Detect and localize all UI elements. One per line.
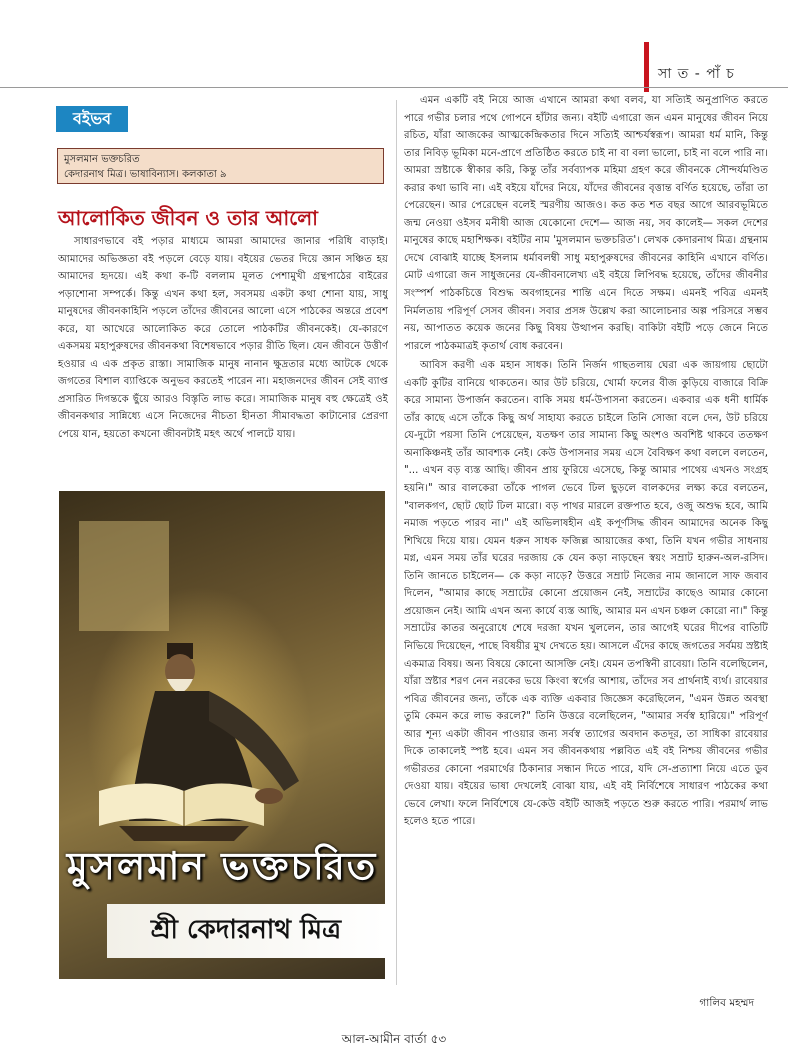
book-info-details: কেদারনাথ মিত্র। ভাষাবিন্যাস। কলকাতা ৯ — [64, 169, 227, 180]
article-title: আলোকিত জীবন ও তার আলো — [58, 206, 318, 230]
category-label: বইভব — [56, 106, 128, 132]
column-divider — [396, 100, 397, 985]
cover-author: শ্রী কেদারনাথ মিত্র — [150, 915, 342, 945]
article-paragraph: আবিস করণী এক মহান সাধক। তিনি নির্জন গাছতলায় ঘেরা এক জায়গায় ছোটো একটি কুটির বানিয়ে থাকতেন। আর উট চরিয়ে, খোর্মা ফলের বীজ কুড়িয়ে বাজারে বিক্রি করে সামান্য উপার্জন করতেন। বাকি সময় ধর্ম-উপাসনা করতেন। একবার এক ধনী ধার্মিক তাঁর কাছে এসে তাঁকে কিছু অর্থ সাহায্য করতে চাইলে তিনি সোজা বলে দেন, উট চরিয়ে যে-দুটো পয়সা তিনি পেয়েছেন, যতক্ষণ তার সামান্য কিছু অংশও অবশিষ্ট থাকবে ততক্ষণ অনাকিঞ্চনই তাঁর আবশ্যক নেই। কেউ উপাসনার সময় এসে বৈবিক্ষণ কথা বললে বলতেন, "... এখন বড় ব্যস্ত আছি। জীবন প্রায় ফুরিয়ে এসেছে, কিন্তু আমার পাথেয় এখনও সংগ্রহ হয়নি।" আর বালকেরা তাঁকে পাগল ভেবে ঢিল ছুড়লে বালকদের লক্ষ্য করে বলতেন, "বালকগণ, ছোট ছোট ঢিল মারো। বড় পাথর মারলে রক্তপাত হবে, ওজু অশুদ্ধ হবে, আমি নমাজ পড়তে পারব না।" এই অভিলাষহীন এই কপূর্ণসিদ্ধ জীবন আমাদের অনেক কিছু শিখিয়ে দিয়ে যায়। যেমন ধরুন সাধক ফজিল্ল আয়াজের কথা, তিনি যখন গভীর সাধনায় মগ্ন, এমন সময় তাঁর ঘরের দরজায় কে যেন কড়া নাড়ছেন স্বয়ং সম্রাট হারুন-অল-রসিদ। তিনি জানতে চাইলেন— কে কড়া নাড়ে? উত্তরে সম্রাট নিজের নাম জানালে সাফ জবাব দিলেন, "আমার কাছে সম্রাটের কোনো প্রয়োজন নেই, সম্রাটের কাছেও আমার কোনো প্রয়োজন নেই। আমি এখন অন্য কার্যে ব্যস্ত আছি, আমার মন এখন চঞ্চল কোরো না।" কিন্তু সম্রাটের কাতর অনুরোধে শেষে দরজা যখন খুললেন, তার আগেই ঘরের দীপের বাতিটি নিভিয়ে দিয়েছেন, পাছে বিষয়ীর মুখ দেখতে হয়। আসলে এঁদের কাছে জগতের সর্বময় স্রষ্টাই একমাত্র বিষয়। অন্য বিষয়ে কোনো আসক্তি নেই। যেমন তপস্বিনী রাবেয়া। তিনি বলেছিলেন, যাঁরা স্রষ্টার শরণ নেন নরকের ভয়ে কিংবা স্বর্গের আশায়, তাঁদের সব প্রার্থনাই ব্যর্থ। রাবেয়ার পবিত্র জীবনের জন্য, তাঁকে এক ব্যক্তি একবার জিজ্ঞেস করেছিলেন, "এমন উন্নত অবস্থা তুমি কেমন করে লাভ করলে?" তিনি উত্তরে বলেছিলেন, "আমার সর্বস্ব হারিয়ে।" পরিপূর্ণ আর শূন্য একটা জীবন পাওয়ার জন্য সর্বস্ব ত্যাগের অবদান কতদূর, তা সাধিকা রাবেয়ার দিকে তাকালেই স্পষ্ট হবে। এমন সব জীবনকথায় পল্লবিত এই বই নিশ্চয় জীবনের গভীর গভীরতর কোনো পরমার্থের ঠিকানার সন্ধান দিতে পারে, যদি সে-প্রত্যাশা নিয়ে এতে ডুব দেওয়া যায়। বইয়ের ভাষা দেখলেই বোঝা যায়, এই বই নির্বিশেষে সাধারণ পাঠকের কথা ভেবে লেখা। ফলে নির্বিশেষে যে-কেউ বইটি আজই পড়তে শুরু করতে পারি। পরমার্থ লাভ হলেও হতে পারে। — [404, 360, 768, 828]
article-paragraph: এমন একটি বই নিয়ে আজ এখানে আমরা কথা বলব, যা সত্যিই অনুপ্রাণিত করতে পারে গভীর চলার পথে গোপনে হাঁটার জন্য। বইটি এগারো জন এমন মানুষের জীবন নিয়ে রচিত, যাঁরা আজকের আত্মকেন্দ্রিকতার দিনে সত্যিই আশ্চর্যস্বরূপ। আমরা ধর্ম মানি, কিন্তু তার নিবিড় ভূমিকা মনে-প্রাণে প্রতিষ্ঠিত করতে চাই না বা বলা ভালো, চাই না বলে পারি না। আমরা স্রষ্টাকে স্বীকার করি, কিন্তু তাঁর সর্বব্যাপক মহিমা গ্রহণ করে জীবনকে সৌন্দর্যমণ্ডিত করার কথা ভাবি না। এই বইয়ে যাঁদের নিয়ে, যাঁদের জীবনের বৃত্তান্ত বর্ণিত হয়েছে, তাঁরা তা পেরেছেন। আর পেরেছেন বলেই স্মরণীয় আজও। কত কত শত বছর আগে আরবভূমিতে জন্ম নেওয়া ওইসব মনীষী আজ যেকোনো দেশে— আজ নয়, সব কালেই— সকল দেশের মানুষের কাছে মহাশিক্ষক। বইটির নাম 'মুসলমান ভক্তচরিত'। লেখক কেদারনাথ মিত্র। গ্রন্থনাম দেখে বোঝাই যাচ্ছে ইসলাম ধর্মাবলম্বী সাধু মহাপুরুষদের জীবনের কাহিনি এখানে বর্ণিত। মোট এগারো জন সাধুজনের যে-জীবনালেখ্য এই বইয়ে লিপিবদ্ধ হয়েছে, তাঁদের জীবনীর সংস্পর্শ পাঠকচিত্তে বিশুদ্ধ অবগাহনের শান্তি এনে দিতে সক্ষম। এমনই পবিত্র এমনই নির্মলতায় পরিপূর্ণ সেসব জীবন। সবার প্রসঙ্গ উল্লেখ করা আলোচনার অল্প পরিসরে সম্ভব নয়, আপাতত কয়েক জনের কিছু বিষয় উত্থাপন করছি। বাকিটা বইটি পড়ে জেনে নিতে পারলে পাঠকমাত্রই কৃতার্থ বোধ করবেন। — [404, 95, 768, 352]
cover-author-band — [107, 904, 385, 958]
cover-title: মুসলমান ভক্তচরিত — [66, 844, 378, 888]
book-info-box — [57, 148, 384, 184]
section-label: সা ত - পাঁ চ — [658, 66, 735, 82]
section-marker — [644, 42, 649, 92]
article-paragraph: সাধারণভাবে বই পড়ার মাধ্যমে আমরা আমাদের জানার পরিধি বাড়াই। আমাদের অভিজ্ঞতা বই পড়লে বেড়ে যায়। বইয়ের ভেতর দিয়ে জ্ঞান সঞ্চিত হয় আমাদের হৃদয়ে। এই কথা ক-টি বললাম মূলত পেশামুখী গ্রন্থপাঠের বাইরের পড়াশোনা সম্পর্কে। কিন্তু এখন কথা হল, সবসময় একটা কথা শোনা যায়, সাধু মানুষদের জীবনকাহিনি পড়লে তাঁদের জীবনের আলো এসে পাঠকের অন্তরে প্রবেশ করে, যা আখেরে আলোকিত করে তোলে পাঠকটির জীবনকেই। যে-কারণে একসময় মহাপুরুষদের জীবনকথা বিশেষভাবে পড়ার রীতি ছিল। যেন জীবনে উত্তীর্ণ হওয়ার এ এক প্রকৃত রাস্তা। সামাজিক মানুষ নানান ক্ষুদ্রতার মধ্যে আটকে থেকে জগতের বিশাল ব্যাপ্তিকে অনুভব করতেই পারেন না। মহাজনদের জীবন সেই ব্যাপ্ত প্রসারিত দিগন্তকে ছুঁয়ে আরও বিস্তৃতি লাভ করে। সামাজিক মানুষ বহু ক্ষেত্রেই ওই জীবনকথার সান্নিধ্যে এসে নিজেদের নীচতা হীনতা সীমাবদ্ধতা কাটানোর প্রেরণা পেয়ে যান, হয়তো কখনো জীবনটাই মহৎ অর্থে পালটে যায়। — [58, 236, 388, 441]
article-column-left — [58, 233, 388, 483]
author-signature: গালিব মহম্মদ — [699, 997, 754, 1009]
header-rule — [0, 87, 788, 88]
page-footer: আল-আমীন বার্তা ৫৩ — [341, 1032, 447, 1046]
book-info-title: মুসলমান ভক্তচরিত — [64, 154, 140, 165]
book-cover-image — [59, 491, 385, 979]
article-column-right — [404, 92, 768, 982]
